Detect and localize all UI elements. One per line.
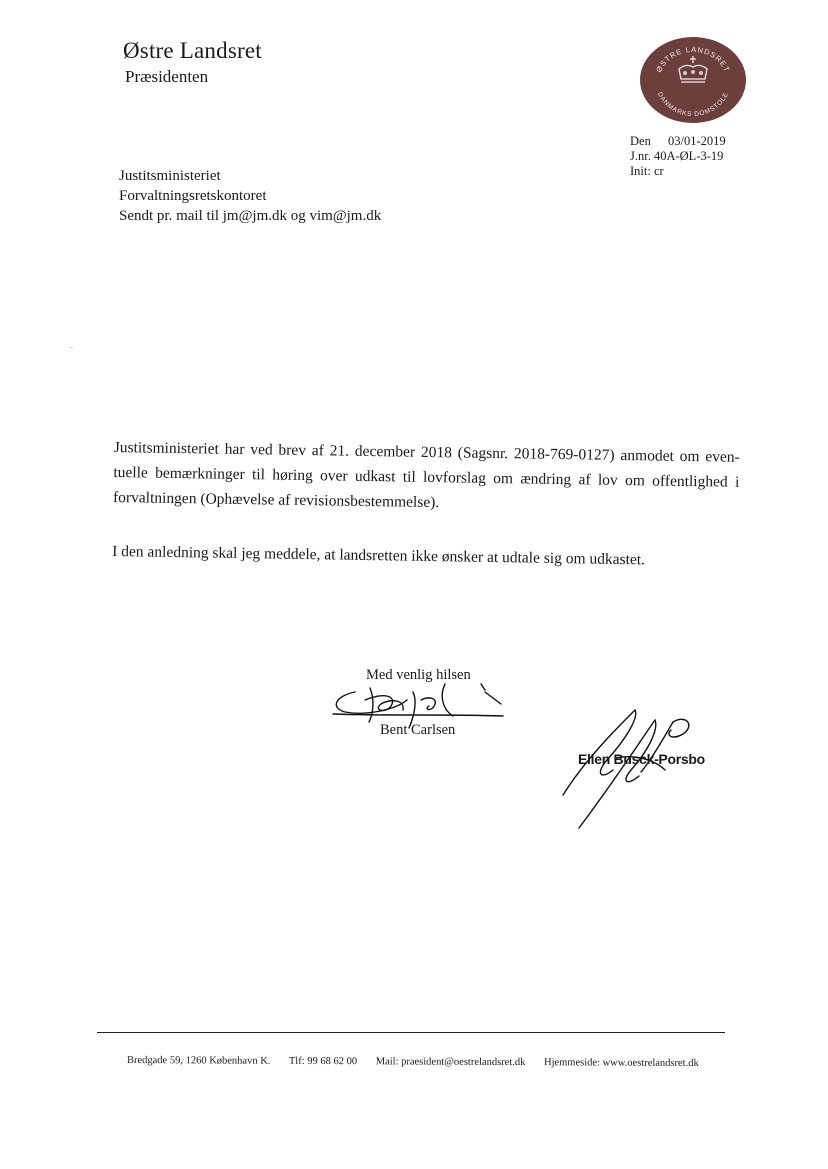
signature-scribble-2 [555,700,700,835]
date-line [630,134,726,149]
body-paragraph-1: Justitsministeriet har ved brev af 21. december 2018 (Sagsnr. 2018-769-0127) anmodet om eventuelle bemærkninger til høring over udkast til lovforslag om ændring af lov om offentlighed i forvaltningen (Ophævelse af revisionsbestemmelse). [112,438,740,512]
initials: Init: cr [630,164,664,178]
case-reference: J.nr. 40A-ØL-3-19 [630,149,724,163]
recipient-office: Forvaltningsretskontoret [119,188,267,204]
date-label: Den [630,134,651,148]
signer-1-name: Bent Carlsen [380,722,456,738]
footer-website: Hjemmeside: www.oestrelandsret.dk [543,1057,699,1069]
date-value: 03/01-2019 [668,134,726,148]
footer-phone: Tlf: 99 68 62 00 [288,1055,358,1068]
recipient-mail-note: Sendt pr. mail til jm@jm.dk og vim@jm.dk [119,208,382,224]
closing-greeting: Med venlig hilsen [366,667,471,683]
footer-mail: Mail: praesident@oestrelandsret.dk [375,1056,526,1069]
recipient-block [119,166,381,226]
court-seal-logo [639,36,747,124]
scan-speck [70,347,73,348]
case-metadata [630,134,726,179]
letter-body [112,435,740,574]
seal-top-text: ØSTRE LANDSRET [654,44,732,74]
body-paragraph-2: I den anledning skal jeg meddele, at landsretten ikke ønsker at udtale sig om udkastet. [112,542,646,569]
signer-2-name: Ellen Busck-Porsbo [578,751,705,767]
footer-contact [127,1055,715,1069]
court-name: Østre Landsret [123,38,262,63]
recipient-ministry: Justitsministeriet [119,168,221,184]
footer-divider [97,1032,725,1033]
footer-address: Bredgade 59, 1260 København K. [126,1055,271,1067]
office-title: Præsidenten [125,67,209,86]
seal-bottom-text: DANMARKS DOMSTOLE [655,91,731,119]
